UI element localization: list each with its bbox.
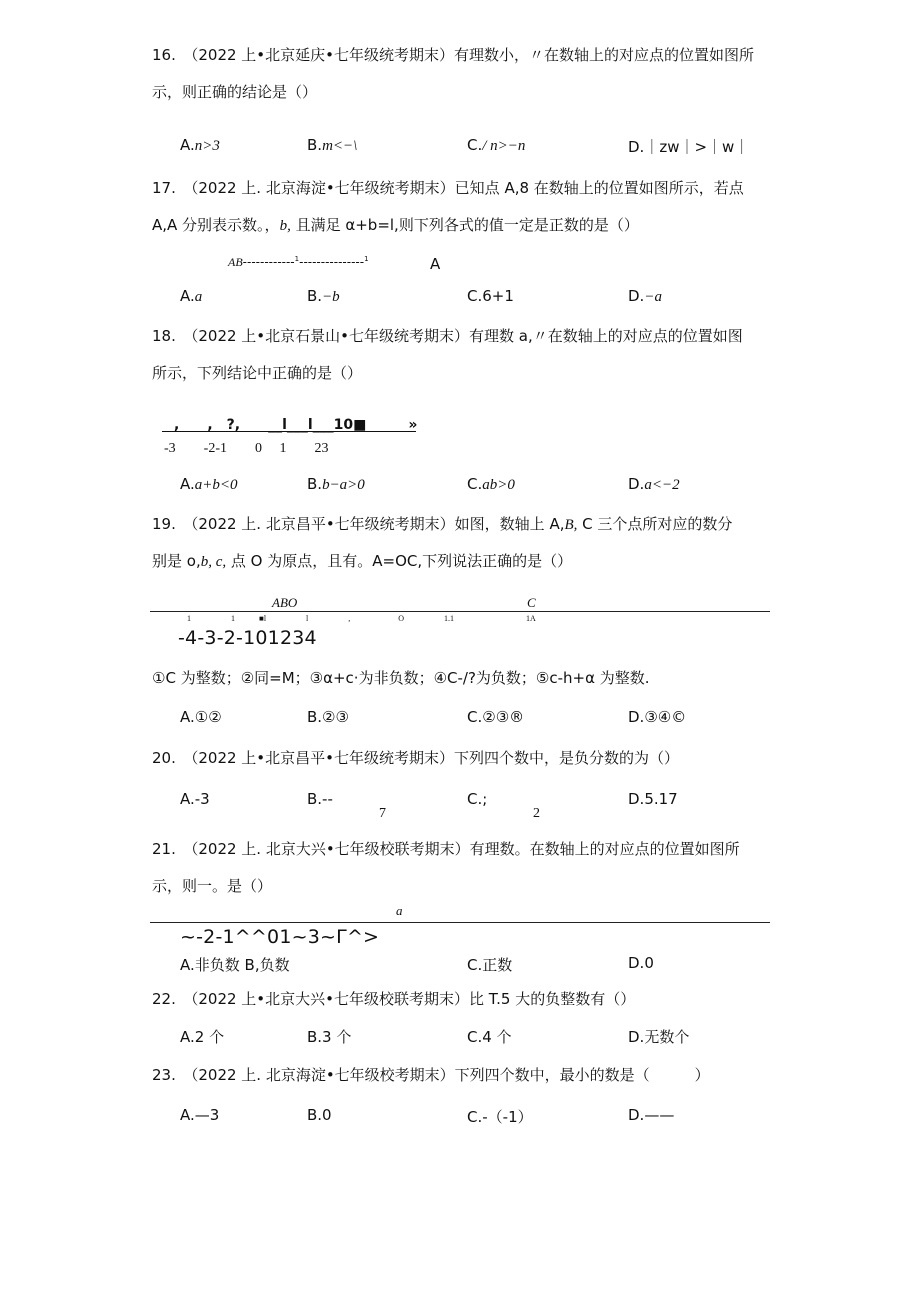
q19-figure-label-c: C bbox=[527, 595, 536, 610]
q18-number-line-axis bbox=[162, 431, 416, 432]
q21-stem-line1: 21. （2022 上. 北京大兴•七年级校联考期末）有理数。在数轴上的对应点的位置如图所 bbox=[152, 840, 740, 858]
q18-option-d[interactable]: D.a<−2 bbox=[628, 475, 680, 493]
q23-option-a[interactable]: A.—3 bbox=[180, 1106, 220, 1124]
q20-option-c-denominator: 2 bbox=[533, 806, 540, 821]
q23-option-d[interactable]: D.—— bbox=[628, 1106, 675, 1124]
q18-stem-line1: 18. （2022 上•北京石景山•七年级统考期末）有理数 a,〃在数轴上的对应点的位置如图 bbox=[152, 327, 743, 345]
q17-figure-label-a: A bbox=[430, 255, 441, 273]
q19-stem-line1: 19. （2022 上. 北京昌平•七年级统考期末）如图，数轴上 A,B, C 三个点所对应的数分 bbox=[152, 515, 733, 533]
q16-stem-line1: 16. （2022 上•北京延庆•七年级统考期末）有理数小，〃在数轴上的对应点的位置如图所 bbox=[152, 46, 754, 64]
q19-option-b[interactable]: B.②③ bbox=[307, 708, 349, 726]
q22-option-c[interactable]: C.4 个 bbox=[467, 1028, 512, 1046]
q17-figure-tick-1: 1 bbox=[294, 255, 300, 263]
q16-option-b[interactable]: B.m<−\ bbox=[307, 136, 358, 154]
q23-option-b[interactable]: B.0 bbox=[307, 1106, 332, 1124]
q17-option-a[interactable]: A.a bbox=[180, 287, 203, 305]
q22-stem-line1: 22. （2022 上•北京大兴•七年级校联考期末）比 T.5 大的负整数有（） bbox=[152, 990, 636, 1008]
q17-figure-dashes-2: --------------- bbox=[299, 255, 365, 269]
q19-statements: ①C 为整数；②同=M；③α+c·为非负数；④C-/?为负数；⑤c-h+α 为整数. bbox=[152, 669, 650, 687]
q17-option-b[interactable]: B.−b bbox=[307, 287, 340, 305]
q21-option-c[interactable]: C.正数 bbox=[467, 956, 513, 974]
q17-stem-line2: A,A 分别表示数。，b, 且满足 α+b=l,则下列各式的值一定是正数的是（） bbox=[152, 216, 639, 234]
q17-number-line-figure bbox=[228, 255, 369, 270]
q16-option-d[interactable]: D.｜zw｜>｜w｜ bbox=[628, 138, 750, 156]
q18-option-b[interactable]: B.b−a>0 bbox=[307, 475, 365, 493]
q19-figure-label-abo: ABO bbox=[272, 595, 298, 610]
q20-option-c[interactable]: C.; bbox=[467, 790, 488, 808]
q17-figure-label-ab: AB bbox=[228, 255, 243, 269]
q17-figure-dashes-1: ------------ bbox=[242, 255, 295, 269]
q21-number-line-labels: ~-2-1^^01~3~Γ^> bbox=[180, 926, 380, 948]
q19-option-c[interactable]: C.②③® bbox=[467, 708, 525, 726]
q19-option-a[interactable]: A.①② bbox=[180, 708, 222, 726]
q20-option-a[interactable]: A.-3 bbox=[180, 790, 210, 808]
q19-option-d[interactable]: D.③④© bbox=[628, 708, 687, 726]
q19-number-line-ticks: 1 1 ■l l , O 1.1 1A bbox=[187, 614, 536, 623]
q19-number-line-labels: -4-3-2-101234 bbox=[178, 627, 317, 649]
q21-option-a-b[interactable]: A.非负数 B,负数 bbox=[180, 956, 290, 974]
q22-option-b[interactable]: B.3 个 bbox=[307, 1028, 352, 1046]
q21-stem-line2: 示，则一。是（） bbox=[152, 877, 273, 895]
q19-number-line-axis bbox=[150, 611, 770, 612]
q19-stem-line2: 别是 o,b, c, 点 O 为原点，且有。A=OC,下列说法正确的是（） bbox=[152, 552, 573, 570]
q20-option-d[interactable]: D.5.17 bbox=[628, 790, 678, 808]
q22-option-d[interactable]: D.无数个 bbox=[628, 1028, 690, 1046]
q16-stem-line2: 示，则正确的结论是（） bbox=[152, 83, 318, 101]
q18-option-c[interactable]: C.ab>0 bbox=[467, 475, 515, 493]
q20-option-b-denominator: 7 bbox=[379, 806, 386, 821]
q23-option-c[interactable]: C.-（-1） bbox=[467, 1108, 533, 1126]
q21-number-line-axis bbox=[150, 922, 770, 923]
q17-option-c[interactable]: C.6+1 bbox=[467, 287, 514, 305]
q16-option-c[interactable]: C./ n>−n bbox=[467, 136, 526, 154]
q17-option-d[interactable]: D.−a bbox=[628, 287, 662, 305]
q18-number-line-labels: -3 -2-1 0 1 23 bbox=[164, 441, 329, 456]
q21-figure-label-a: a bbox=[396, 903, 403, 918]
q17-figure-tick-2: 1 bbox=[364, 255, 369, 263]
q18-number-line-ticks: , , ?, __l___l___10■ » bbox=[174, 417, 418, 433]
q22-option-a[interactable]: A.2 个 bbox=[180, 1028, 225, 1046]
q21-option-d[interactable]: D.0 bbox=[628, 954, 654, 972]
q20-stem-line1: 20. （2022 上•北京昌平•七年级统考期末）下列四个数中，是负分数的为（） bbox=[152, 749, 679, 767]
q18-stem-line2: 所示，下列结论中正确的是（） bbox=[152, 364, 363, 382]
q23-stem-line1: 23. （2022 上. 北京海淀•七年级校考期末）下列四个数中，最小的数是（ ） bbox=[152, 1066, 710, 1084]
q16-option-a[interactable]: A.n>3 bbox=[180, 136, 220, 154]
q20-option-b[interactable]: B.-- bbox=[307, 790, 333, 808]
q18-option-a[interactable]: A.a+b<0 bbox=[180, 475, 238, 493]
q17-stem-line1: 17. （2022 上. 北京海淀•七年级统考期末）已知点 A,8 在数轴上的位置如图所示，若点 bbox=[152, 179, 744, 197]
